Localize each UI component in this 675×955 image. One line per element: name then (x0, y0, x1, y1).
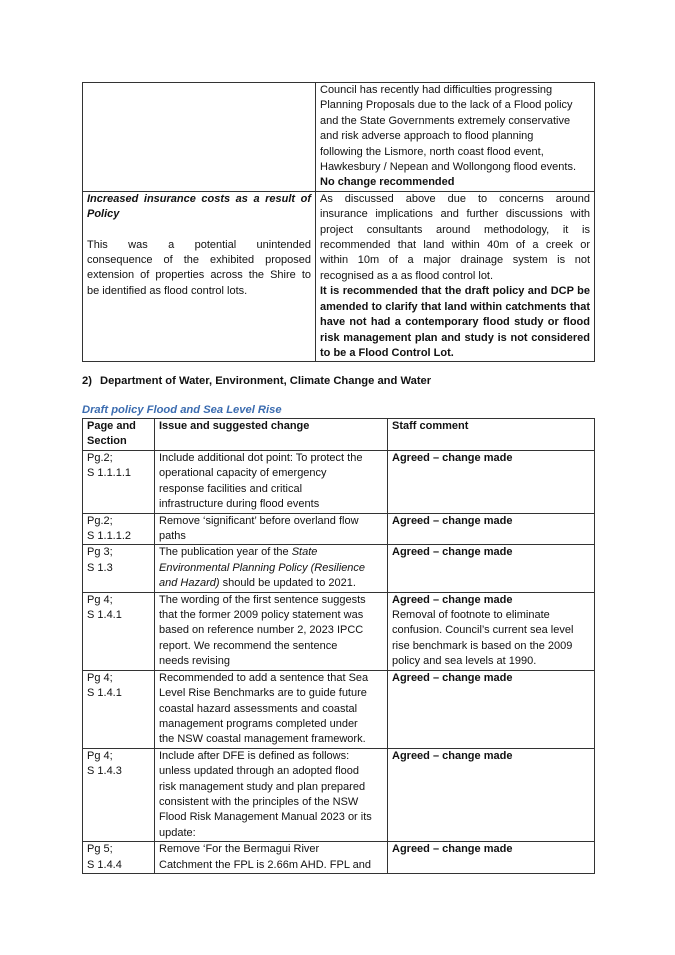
text-line: Planning Proposals due to the lack of a Flood policy (320, 99, 573, 112)
issue-cell (155, 842, 388, 874)
issue-cell (155, 748, 388, 841)
staff-comment-cell (388, 748, 595, 841)
text-line: consistent with the principles of the NSW (159, 795, 359, 808)
text-line: Flood Risk Management Manual 2023 or its (159, 811, 372, 824)
submissions-table (82, 82, 595, 362)
header-line: Section (87, 435, 127, 448)
text-line: and risk adverse approach to flood planning (320, 130, 534, 143)
text-fragment: State (291, 546, 318, 559)
text-line: Remove ‘significant’ before overland flow (159, 514, 359, 527)
table-header-row (83, 419, 595, 451)
text-line: recommended that land within 40m of a creek or (320, 239, 590, 252)
text-line: the NSW coastal management framework. (159, 733, 366, 746)
text-line: insurance implications and further discussions with (320, 208, 590, 221)
text-fragment: should be updated to 2021. (219, 577, 356, 590)
table-row (83, 83, 595, 192)
page-section-cell (83, 670, 155, 748)
text-line: response facilities and critical (159, 482, 303, 495)
text-line: extension of properties across the Shire to (87, 269, 311, 282)
text-line: Include after DFE is defined as follows: (159, 749, 350, 762)
policy-comments-table (82, 418, 595, 874)
table-row (83, 451, 595, 514)
table-row (83, 842, 595, 874)
text-line: S 1.1.1.1 (87, 467, 132, 480)
text-fragment: and Hazard) (159, 577, 220, 590)
text-line: As discussed above due to concerns around (320, 192, 590, 205)
staff-comment-cell (388, 513, 595, 545)
recommendation: amended to clarify that land within catchments that (320, 300, 590, 313)
recommendation: risk management plan and study is not considered (320, 331, 590, 344)
text-line: Remove ‘For the Bermagui River (159, 843, 320, 856)
text-line: S 1.4.4 (87, 858, 122, 871)
text-line: Pg.2; (87, 514, 113, 527)
staff-comment-cell (388, 451, 595, 514)
column-header (83, 419, 155, 451)
issue-cell (155, 545, 388, 592)
staff-comment-cell (388, 842, 595, 874)
text-line: project consultants around methodology, it is (320, 223, 590, 236)
table-row (83, 513, 595, 545)
text-line: S 1.4.1 (87, 609, 122, 622)
status-text: Agreed – change made (392, 452, 513, 464)
issue-cell (155, 451, 388, 514)
text-line: Level Rise Benchmarks are to guide future (159, 687, 367, 700)
text-line: within 10m of a major drainage system is not (320, 254, 590, 267)
page-section-cell (83, 545, 155, 592)
text-line: infrastructure during flood events (159, 498, 320, 511)
status-text: Agreed – change made (392, 514, 513, 527)
text-line: that the former 2009 policy statement was (159, 609, 364, 622)
status-text: Agreed – change made (392, 546, 513, 559)
issue-cell (155, 670, 388, 748)
spacer (87, 223, 311, 238)
table-row (83, 592, 595, 670)
recommendation: to be a Flood Control Lot. (320, 346, 454, 359)
text-line: Pg.2; (87, 452, 113, 464)
text-line: Recommended to add a sentence that Sea (159, 671, 369, 684)
text-line: rise benchmark is based on the 2009 (392, 639, 573, 652)
text-line: Pg 4; (87, 593, 113, 606)
page-section-cell (83, 748, 155, 841)
text-line: Removal of footnote to eliminate (392, 609, 550, 622)
text-line: following the Lismore, north coast flood event, (320, 145, 544, 158)
text-line: S 1.4.1 (87, 687, 122, 700)
text-line: and the State Governments extremely conservative (320, 114, 571, 127)
text-fragment: Environmental Planning Policy (Resilience (159, 561, 366, 574)
text-line: Council has recently had difficulties progressing (320, 84, 553, 96)
staff-comment-cell (388, 592, 595, 670)
text-line: unless updated through an adopted flood (159, 765, 359, 778)
text-line (159, 576, 383, 591)
text-line: Catchment the FPL is 2.66m AHD. FPL and (159, 858, 371, 871)
column-header: Issue and suggested change (155, 419, 388, 451)
table-row (83, 670, 595, 748)
text-line: Pg 4; (87, 671, 113, 684)
status-text: Agreed – change made (392, 749, 513, 762)
text-fragment: The publication year of the (159, 546, 292, 559)
text-line: confusion. Council’s current sea level (392, 624, 574, 637)
staff-comment-cell (388, 545, 595, 592)
page-section-cell (83, 842, 155, 874)
staff-comment-cell (388, 670, 595, 748)
text-line: based on reference number 2, 2023 IPCC (159, 624, 364, 637)
table-row (83, 748, 595, 841)
table-row (83, 191, 595, 361)
text-line: S 1.4.3 (87, 765, 122, 778)
recommendation: No change recommended (320, 176, 455, 189)
page-section-cell (83, 513, 155, 545)
text-line: This was a potential unintended (87, 238, 311, 251)
text-line: Pg 4; (87, 749, 113, 762)
section-number: 2) (82, 375, 92, 387)
table-row (83, 545, 595, 592)
status-text: Agreed – change made (392, 671, 513, 684)
text-line (159, 545, 383, 560)
text-line: consequence of the exhibited proposed (87, 254, 311, 267)
status-text: Agreed – change made (392, 843, 513, 856)
column-header: Staff comment (388, 419, 595, 451)
issue-cell (155, 592, 388, 670)
text-line: operational capacity of emergency (159, 467, 327, 480)
text-line: The wording of the first sentence suggests (159, 593, 366, 606)
text-line: report. We recommend the sentence (159, 639, 338, 652)
status-text: Agreed – change made (392, 593, 513, 606)
response-cell (316, 83, 595, 192)
issue-cell (83, 83, 316, 192)
text-line: management programs completed under (159, 717, 358, 730)
issue-title: Policy (87, 208, 120, 221)
text-line (159, 561, 383, 576)
issue-cell (155, 513, 388, 545)
text-line: paths (159, 530, 186, 543)
text-line: Include additional dot point: To protect the (159, 452, 363, 464)
recommendation: have not had a contemporary flood study or flood (320, 316, 590, 329)
issue-title: Increased insurance costs as a result of (87, 192, 311, 205)
text-line: recognised as a as flood control lot. (320, 269, 494, 282)
subheading: Draft policy Flood and Sea Level Rise (82, 404, 282, 416)
issue-cell (83, 191, 316, 361)
text-line: needs revising (159, 655, 230, 668)
text-line: S 1.3 (87, 561, 113, 574)
page-section-cell (83, 592, 155, 670)
response-cell (316, 191, 595, 361)
text-line: be identified as flood control lots. (87, 284, 248, 297)
text-line: coastal hazard assessments and coastal (159, 702, 358, 715)
header-line: Page and (87, 420, 136, 432)
text-line: Pg 5; (87, 843, 113, 856)
text-line: risk management study and plan prepared (159, 780, 366, 793)
section-title: Department of Water, Environment, Climate Change and Water (100, 375, 432, 387)
text-line: Pg 3; (87, 546, 113, 559)
text-line: policy and sea levels at 1990. (392, 655, 537, 668)
recommendation: It is recommended that the draft policy and DCP be (320, 285, 590, 298)
text-line: update: (159, 826, 196, 839)
page-section-cell (83, 451, 155, 514)
section-heading (82, 375, 431, 387)
text-line: S 1.1.1.2 (87, 530, 132, 543)
text-line: Hawkesbury / Nepean and Wollongong flood events. (320, 161, 577, 174)
